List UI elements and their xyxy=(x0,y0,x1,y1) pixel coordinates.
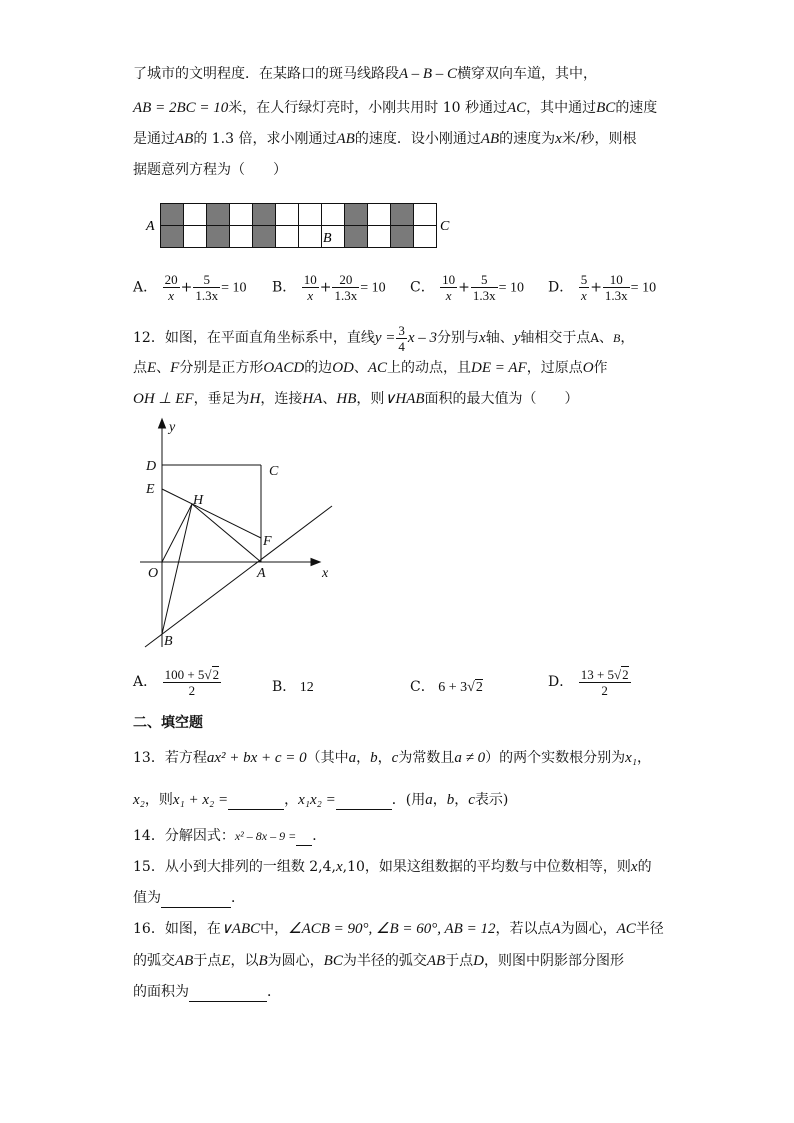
q11-line2 xyxy=(133,98,657,118)
q16-line1 xyxy=(133,919,664,939)
q15-text: 值为 xyxy=(133,890,161,906)
q12-option-d[interactable] xyxy=(548,666,632,698)
denominator: 1.3x xyxy=(472,288,496,303)
q12-text: 上的动点，且 xyxy=(387,360,472,376)
crosswalk-label-c: C xyxy=(440,219,450,234)
denominator: x xyxy=(445,288,452,303)
q12-math: ∨HAB xyxy=(384,391,425,407)
crosswalk-grid xyxy=(161,204,437,248)
q13-text: ， xyxy=(454,792,469,808)
q11-text: 是通过 xyxy=(133,131,175,147)
q11-line4 xyxy=(133,160,287,180)
rhs: = 10 xyxy=(360,280,386,296)
q16-text: 半径 xyxy=(635,921,664,937)
q16-text: 16．如图，在 xyxy=(133,921,221,937)
label-y: y xyxy=(169,420,176,435)
fraction xyxy=(603,272,630,303)
q11-math: BC xyxy=(596,100,616,116)
q12-math: F xyxy=(170,360,180,376)
answer-blank[interactable] xyxy=(336,795,392,810)
denominator: 4 xyxy=(398,338,405,354)
q11-text: 的速度．设小刚通过 xyxy=(354,131,481,147)
q13-math: x₁ xyxy=(625,750,637,766)
denominator: x xyxy=(581,288,587,303)
q12-text: 点 xyxy=(133,360,147,376)
numerator: 10 xyxy=(303,272,317,287)
numerator: 5 xyxy=(580,272,588,287)
q11-option-b[interactable]: B． $\frac{10}{x}$ + $\frac{20}{1.3x}$ = 10 xyxy=(272,272,386,303)
q15-line1 xyxy=(133,857,652,877)
fraction xyxy=(579,272,590,303)
y-axis-arrow xyxy=(159,419,166,428)
q16-line3 xyxy=(133,982,281,1002)
answer-blank[interactable] xyxy=(189,987,267,1002)
sqrt-radicand: 2 xyxy=(475,680,483,695)
q15-line2 xyxy=(133,888,245,908)
rhs: = 10 xyxy=(498,280,525,296)
q12-text: 轴相交于点 xyxy=(520,330,591,346)
q11-line1 xyxy=(133,64,597,84)
rhs: = 10 xyxy=(630,280,657,296)
q13-text: ， xyxy=(356,750,371,766)
q12-option-c[interactable]: C． 6 + 3√2 xyxy=(410,679,483,695)
section-heading: 二、填空题 xyxy=(133,715,203,731)
q13-math: a xyxy=(425,792,433,808)
label-f: F xyxy=(263,534,272,549)
q12-math: HB xyxy=(336,391,357,407)
sqrt-radicand: 2 xyxy=(212,667,220,682)
numerator: 3 xyxy=(398,322,405,338)
q12-text: 的边 xyxy=(304,360,333,376)
q12-text: 轴、 xyxy=(485,330,514,346)
q12-math: DE = AF xyxy=(471,360,527,376)
option-label: C． xyxy=(410,279,435,296)
numerator: 5 xyxy=(193,272,220,288)
crosswalk-label-b: B xyxy=(323,231,332,246)
q11-math: AB = 2BC = 10 xyxy=(133,100,229,116)
fraction xyxy=(163,272,180,303)
q16-math: B xyxy=(258,953,268,969)
q12-text: 分别是正方形 xyxy=(179,360,264,376)
option-label: C． xyxy=(410,679,435,695)
label-a: A xyxy=(257,566,266,581)
q11-math: x xyxy=(555,131,562,147)
q16-math: AB xyxy=(426,953,446,969)
q16-math: ∠ACB = 90°, ∠B = 60°, AB = 12 xyxy=(288,921,496,937)
sqrt-radicand: 2 xyxy=(622,667,629,682)
numerator: 5 xyxy=(471,272,498,288)
q13-text: ， xyxy=(636,750,651,766)
q16-line2 xyxy=(133,951,624,971)
q11-text: 了城市的文明程度．在某路口的斑马线路段 xyxy=(133,66,399,82)
q13-text: （其中 xyxy=(306,750,349,766)
numerator: 10 xyxy=(603,272,630,288)
q15-text: 的 xyxy=(637,859,652,875)
numerator-text: 13 + 5 xyxy=(580,667,615,682)
option-value: 12 xyxy=(299,680,314,695)
q13-text: ，则 xyxy=(144,792,173,808)
q16-text: ． xyxy=(267,984,281,1000)
q13-text: ）的两个实数根分别为 xyxy=(485,750,626,766)
q13-math: x₂ xyxy=(133,792,145,808)
q16-text: ，则图中阴影部分图形 xyxy=(484,953,625,969)
q12-math: B xyxy=(613,331,621,345)
q11-math: AB xyxy=(336,131,355,147)
q14-line xyxy=(133,826,326,846)
denominator: 1.3x xyxy=(334,288,358,303)
q12-math: OACD xyxy=(263,360,305,376)
q11-text: 的速度 xyxy=(615,100,658,116)
q16-text: 为圆心， xyxy=(560,921,617,937)
q15-text: ,10，如果这组数据的平均数与中位数相等，则 xyxy=(342,859,631,875)
q11-math: AB xyxy=(175,131,194,147)
q13-math: b xyxy=(446,792,455,808)
q15-text: 15．从小到大排列的一组数 2,4, xyxy=(133,859,336,875)
fraction xyxy=(163,666,221,698)
denominator: 1.3x xyxy=(604,288,628,303)
fraction xyxy=(193,272,220,303)
q15-math: x xyxy=(335,859,343,875)
q11-text: ，其中通过 xyxy=(526,100,597,116)
q11-math: A – B – C xyxy=(399,66,458,82)
q16-math: E xyxy=(221,953,231,969)
x-axis-arrow xyxy=(311,559,320,566)
option-value: 6 + 3 xyxy=(438,680,468,695)
denominator: 2 xyxy=(601,683,608,698)
numerator-text: 100 + 5 xyxy=(164,667,205,682)
label-b: B xyxy=(164,634,173,649)
label-d: D xyxy=(146,459,157,474)
q12-text: 分别与 xyxy=(437,330,480,346)
numerator: 100 + 5√2 xyxy=(164,667,220,682)
option-label: D． xyxy=(548,279,574,296)
q12-text: 面积的最大值为（ ） xyxy=(424,391,579,407)
q16-text: 于点 xyxy=(193,953,222,969)
q11-text: 米，在人行绿灯亮时，小刚共用时 10 秒通过 xyxy=(228,100,507,116)
q14-text: ． xyxy=(312,828,327,844)
q13-text: ．(用 xyxy=(391,792,426,808)
q13-line2 xyxy=(133,790,508,810)
label-e: E xyxy=(146,482,155,497)
answer-blank[interactable] xyxy=(296,831,312,846)
option-label: B． xyxy=(272,679,297,695)
q12-math: A xyxy=(590,331,600,345)
option-label: B． xyxy=(272,279,297,296)
option-label: D． xyxy=(548,674,574,690)
q16-math: AC xyxy=(616,921,636,937)
q16-text: 于点 xyxy=(445,953,474,969)
q12-text: ， xyxy=(620,330,635,346)
numerator: 13 + 5√2 xyxy=(580,667,629,682)
q11-text: 的 1.3 倍，求小刚通过 xyxy=(193,131,337,147)
segment-oh xyxy=(162,504,192,562)
q16-text: 的面积为 xyxy=(133,984,189,1000)
q13-text: ， xyxy=(377,750,392,766)
q12-line2 xyxy=(133,358,608,378)
q12-option-a[interactable] xyxy=(133,666,222,698)
q13-math: c xyxy=(391,750,399,766)
q12-math: x – 3 xyxy=(407,330,438,346)
q13-math: a xyxy=(348,750,357,766)
q11-math: AC xyxy=(506,100,527,116)
q15-math: x xyxy=(630,859,638,875)
fraction xyxy=(471,272,498,303)
q12-math: AC xyxy=(367,360,388,376)
q12-line1 xyxy=(133,320,634,356)
q12-text: 12．如图，在平面直角坐标系中，直线 xyxy=(133,330,375,346)
q11-text: 据题意列方程为（ ） xyxy=(133,162,287,178)
answer-blank[interactable] xyxy=(228,795,284,810)
denominator: x xyxy=(307,288,314,303)
q12-text: ，连接 xyxy=(260,391,303,407)
q16-math: AB xyxy=(175,953,194,969)
q12-text: ，过原点 xyxy=(526,360,583,376)
q12-text: ，则 xyxy=(356,391,385,407)
denominator: 2 xyxy=(188,683,196,698)
q11-option-c[interactable]: C． $\frac{10}{x}$ + $\frac{5}{1.3x}$ = 10 xyxy=(410,272,525,303)
q12-math: O xyxy=(582,360,594,376)
fraction xyxy=(579,666,631,698)
q13-text: ， xyxy=(284,792,299,808)
q12-text: ，垂足为 xyxy=(193,391,250,407)
q13-text: ， xyxy=(432,792,447,808)
label-o: O xyxy=(148,566,159,581)
q13-line1 xyxy=(133,748,651,768)
label-h: H xyxy=(193,493,204,508)
q12-math: OH ⊥ EF xyxy=(133,391,194,407)
q11-math: AB xyxy=(480,131,500,147)
segment-ef xyxy=(162,489,261,538)
q16-text: ，以 xyxy=(230,953,259,969)
q12-math: E xyxy=(147,360,157,376)
q12-text: 、 xyxy=(599,330,614,346)
q11-line3 xyxy=(133,129,637,149)
q12-math: y xyxy=(513,330,521,346)
answer-blank[interactable] xyxy=(161,893,231,908)
q12-text: 、 xyxy=(353,360,368,376)
q12-math: OD xyxy=(332,360,354,376)
q13-text: 13．若方程 xyxy=(133,750,207,766)
q14-text: 14．分解因式： xyxy=(133,828,235,844)
crosswalk-label-a: A xyxy=(146,219,155,234)
q12-text: 、 xyxy=(322,391,337,407)
numerator: 20 xyxy=(164,272,178,287)
denominator: 1.3x xyxy=(195,288,219,303)
q13-math: x₁ + x₂ = xyxy=(172,792,229,808)
option-label: A． xyxy=(133,674,158,690)
option-label: A． xyxy=(133,279,158,296)
q15-text: ． xyxy=(231,890,245,906)
q14-math: x² – 8x – 9 = xyxy=(234,829,297,843)
q13-text: 为常数且 xyxy=(398,750,455,766)
crosswalk-figure xyxy=(140,195,460,255)
rhs: = 10 xyxy=(221,280,247,296)
q11-text: 米/秒，则根 xyxy=(561,131,637,147)
q12-text: 作 xyxy=(593,360,608,376)
q11-text: 的速度为 xyxy=(499,131,556,147)
q13-math: c xyxy=(468,792,475,808)
q16-text: ，若以点 xyxy=(495,921,552,937)
q12-math: y = xyxy=(374,330,396,346)
q16-text: 为半径的弧交 xyxy=(342,953,427,969)
q13-math: x₁x₂ = xyxy=(298,792,336,808)
q13-math: b xyxy=(370,750,378,766)
q16-math: BC xyxy=(323,953,343,969)
q16-math: ∨ABC xyxy=(220,921,261,937)
fraction xyxy=(396,323,407,354)
label-c: C xyxy=(269,464,279,479)
q13-math: ax² + bx + c = 0 xyxy=(206,750,307,766)
q11-option-d[interactable]: D． $\frac{5}{x}$ + $\frac{10}{1.3x}$ = 10 xyxy=(548,272,657,303)
q16-text: 中， xyxy=(260,921,289,937)
q16-math: A xyxy=(551,921,561,937)
q11-text: 横穿双向车道，其中， xyxy=(457,66,598,82)
q12-text: 、 xyxy=(156,360,171,376)
numerator: 10 xyxy=(442,272,456,287)
fraction xyxy=(440,272,457,303)
q12-math: HA xyxy=(302,391,323,407)
q12-line3 xyxy=(133,389,579,409)
q16-text: 的弧交 xyxy=(133,953,175,969)
q12-math: x xyxy=(479,330,486,346)
fraction xyxy=(302,272,319,303)
q13-math: a ≠ 0 xyxy=(454,750,486,766)
q12-geometry-figure xyxy=(140,415,350,655)
q16-text: 为圆心， xyxy=(267,953,324,969)
label-x: x xyxy=(322,566,329,581)
numerator: 20 xyxy=(332,272,359,288)
q11-option-a[interactable]: A． $\frac{20}{x}$ + $\frac{5}{1.3x}$ = 10 xyxy=(133,272,247,303)
fraction xyxy=(332,272,359,303)
q13-text: 表示) xyxy=(474,792,509,808)
q12-math: H xyxy=(249,391,261,407)
denominator: x xyxy=(168,288,174,303)
q16-math: D xyxy=(473,953,485,969)
q12-option-b[interactable] xyxy=(272,676,314,696)
